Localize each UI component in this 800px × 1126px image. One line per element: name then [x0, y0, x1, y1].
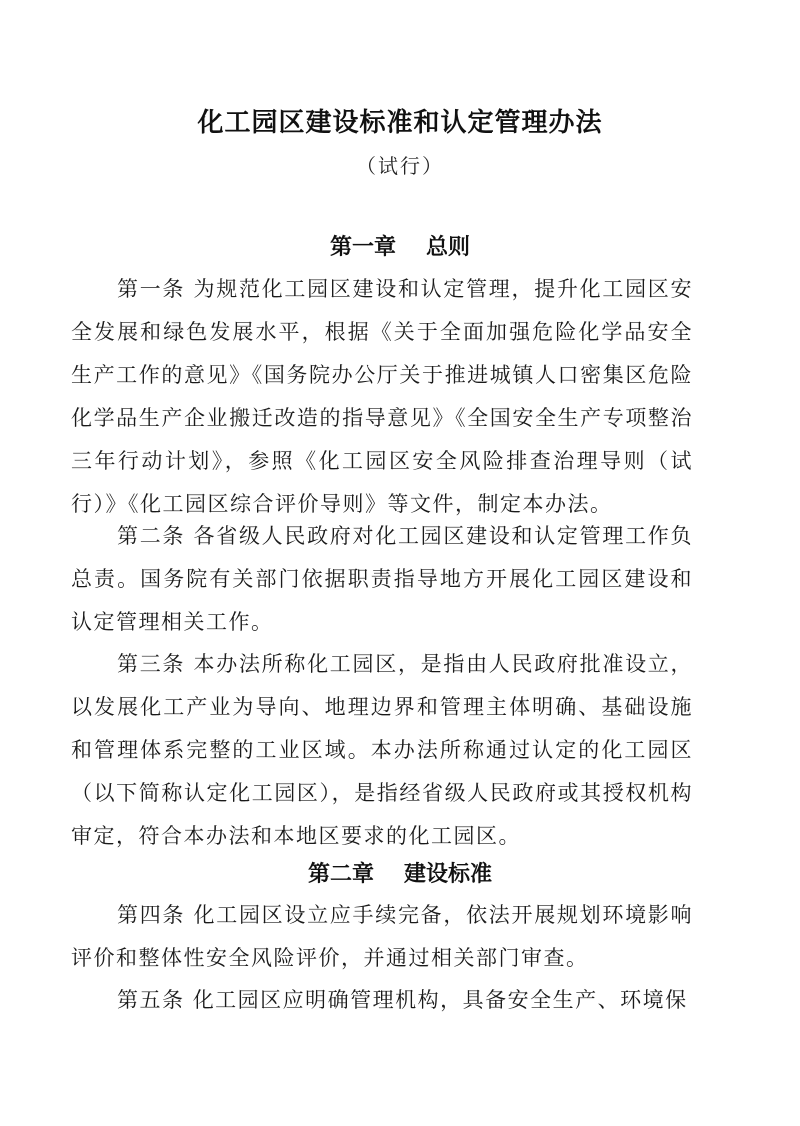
chapter-name: 建设标准 [404, 862, 493, 887]
article-paragraph [71, 515, 693, 644]
article-text: 化工园区设立应手续完备，依法开展规划环境影响评价和整体性安全风险评价，并通过相关部门审查。 [71, 903, 693, 970]
article-label: 第三条 [117, 652, 186, 676]
article-label: 第五条 [117, 988, 185, 1012]
chapter-heading [0, 230, 800, 261]
article-text: 为规范化工园区建设和认定管理，提升化工园区安全发展和绿色发展水平，根据《关于全面加强危险化学品安全生产工作的意见》《国务院办公厅关于推进城镇人口密集区危险化学品生产企业搬迁改造的指导意见》《全国安全生产专项整治三年行动计划》，参照《化工园区安全风险排查治理导则（试行）》《化工园区综合评价导则》等文件，制定本办法。 [71, 277, 693, 516]
article-label: 第四条 [117, 903, 186, 927]
chapter-name: 总则 [426, 235, 471, 260]
chapter-number: 第二章 [307, 862, 374, 887]
article-text: 各省级人民政府对化工园区建设和认定管理工作负总责。国务院有关部门依据职责指导地方开展化工园区建设和认定管理相关工作。 [71, 524, 693, 634]
document-subtitle: （试行） [356, 154, 444, 178]
article-paragraph [71, 894, 693, 980]
article-paragraph [71, 268, 693, 526]
chapter-number: 第一章 [329, 235, 396, 260]
article-label: 第一条 [117, 277, 186, 301]
article-paragraph [71, 643, 693, 858]
chapter-heading [0, 857, 800, 888]
article-paragraph [71, 979, 693, 1022]
document-title: 化工园区建设标准和认定管理办法 [197, 108, 603, 138]
article-label: 第二条 [117, 524, 186, 548]
article-text: 本办法所称化工园区，是指由人民政府批准设立，以发展化工产业为导向、地理边界和管理主体明确、基础设施和管理体系完整的工业区域。本办法所称通过认定的化工园区（以下简称认定化工园区），是指经省级人民政府或其授权机构审定，符合本办法和本地区要求的化工园区。 [71, 652, 693, 848]
article-text: 化工园区应明确管理机构，具备安全生产、环境保 [192, 988, 688, 1012]
